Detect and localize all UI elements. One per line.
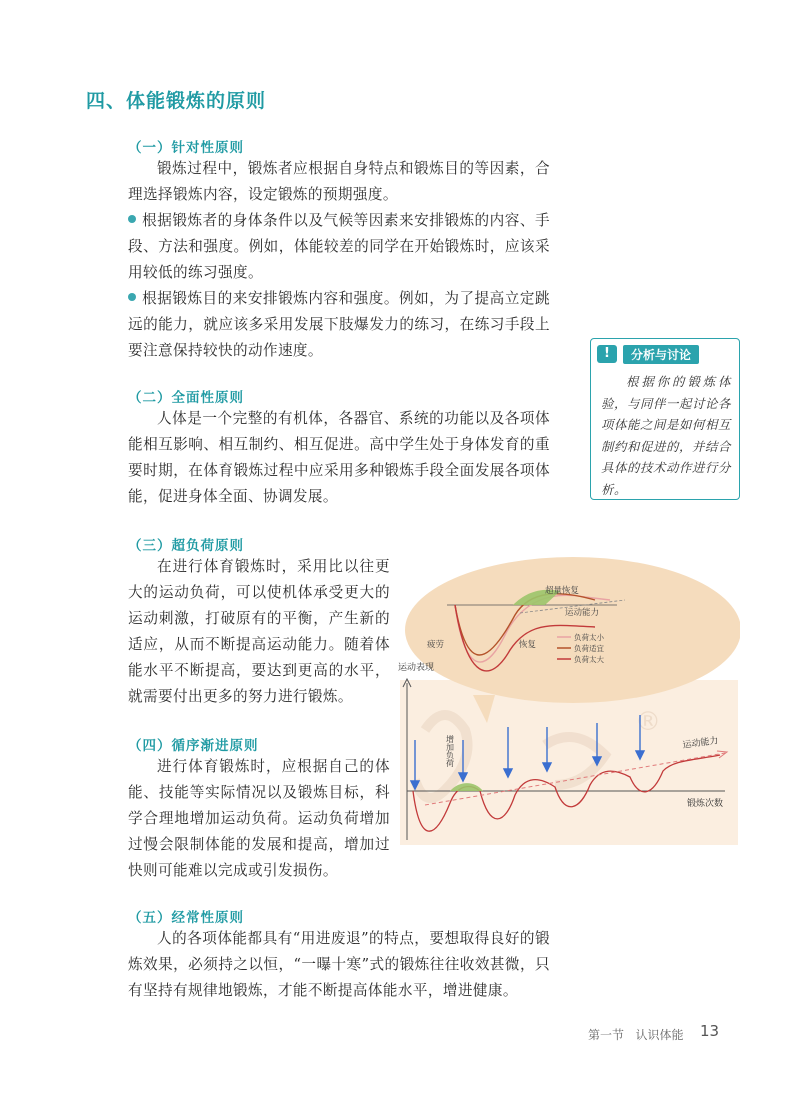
paragraph-2: 人体是一个完整的有机体，各器官、系统的功能以及各项体能相互影响、相互制约、相互促进。高中学生处于身体发育的重要时期，在体育锻炼过程中应采用多种锻炼手段全面发展各项体能，促进身体全面、协调发展。 xyxy=(128,410,550,505)
subsection-title-4: （四）循序渐进原则 xyxy=(128,738,259,754)
legend-label-small: 负荷太小 xyxy=(574,633,604,642)
inset-label-recovery: 恢复 xyxy=(519,640,537,650)
footer-chapter: 认识体能 xyxy=(635,1028,684,1042)
bullet-1 xyxy=(128,208,550,286)
inset-label-fatigue: 疲劳 xyxy=(427,640,445,650)
legend-label-right: 负荷适宜 xyxy=(574,644,604,653)
ability-trend-label: 运动能力 xyxy=(682,736,720,751)
paragraph-4: 进行体育锻炼时，应根据自己的体能、技能等实际情况以及锻炼目标，科学合理地增加运动负荷。运动负荷增加过慢会限制体能的发展和提高，增加过快则可能难以完成或引发损伤。 xyxy=(128,758,390,879)
bullet-2-text: 根据锻炼目的来安排锻炼内容和强度。例如，为了提高立定跳远的能力，就应该多采用发展下肢爆发力的练习，在练习手段上要注意保持较快的动作速度。 xyxy=(128,290,550,359)
discussion-box-header xyxy=(597,343,699,365)
legend-label-big: 负荷太大 xyxy=(574,655,604,664)
subsection-title-3: （三）超负荷原则 xyxy=(128,538,244,554)
paragraph-3: 在进行体育锻炼时，采用比以往更大的运动负荷，可以使机体承受更大的运动刺激，打破原有的平衡，产生新的适应，从而不断提高运动能力。随着体能水平不断提高，要达到更高的水平，就需要付出更多的努力进行锻炼。 xyxy=(128,558,390,705)
subsection-title-1: （一）针对性原则 xyxy=(128,140,244,156)
exclamation-icon: ! xyxy=(597,345,617,363)
subsection-title-5: （五）经常性原则 xyxy=(128,910,244,926)
y-axis-label: 运动表现 xyxy=(398,663,435,673)
load-increase-label: 增加负荷 xyxy=(445,735,455,767)
inset-legend xyxy=(557,632,604,664)
x-axis-label: 锻炼次数 xyxy=(687,799,724,809)
inset-label-ability: 运动能力 xyxy=(565,608,600,618)
section-title: 四、体能锻炼的原则 xyxy=(86,90,267,112)
inset-ellipse xyxy=(405,557,740,703)
supercompensation-figure xyxy=(395,555,740,850)
paragraph-5: 人的各项体能都具有“用进废退”的特点，要想取得良好的锻炼效果，必须持之以恒，“一曝十寒”式的锻炼往往收效甚微，只有坚持有规律地锻炼，才能不断提高体能水平，增进健康。 xyxy=(128,930,550,999)
bullet-1-text: 根据锻炼者的身体条件以及气候等因素来安排锻炼的内容、手段、方法和强度。例如，体能较差的同学在开始锻炼时，应该采用较低的练习强度。 xyxy=(128,212,550,281)
bullet-dot xyxy=(128,293,136,301)
discussion-box xyxy=(590,338,740,500)
watermark-mark: ® xyxy=(635,707,661,737)
discussion-box-text: 根据你的锻炼体验，与同伴一起讨论各项体能之间是如何相互制约和促进的，并结合具体的技术动作进行分析。 xyxy=(601,374,731,497)
page-number: 13 xyxy=(700,1022,720,1040)
paragraph-1: 锻炼过程中，锻炼者应根据自身特点和锻炼目的等因素，合理选择锻炼内容，设定锻炼的预期强度。 xyxy=(128,160,550,203)
bullet-dot xyxy=(128,215,136,223)
footer-section: 第一节 xyxy=(588,1028,625,1042)
inset-label-supercomp: 超量恢复 xyxy=(545,586,580,596)
bullet-2 xyxy=(128,286,550,364)
discussion-box-label: 分析与讨论 xyxy=(623,345,699,364)
subsection-title-2: （二）全面性原则 xyxy=(128,390,244,406)
page-footer xyxy=(588,1026,683,1043)
